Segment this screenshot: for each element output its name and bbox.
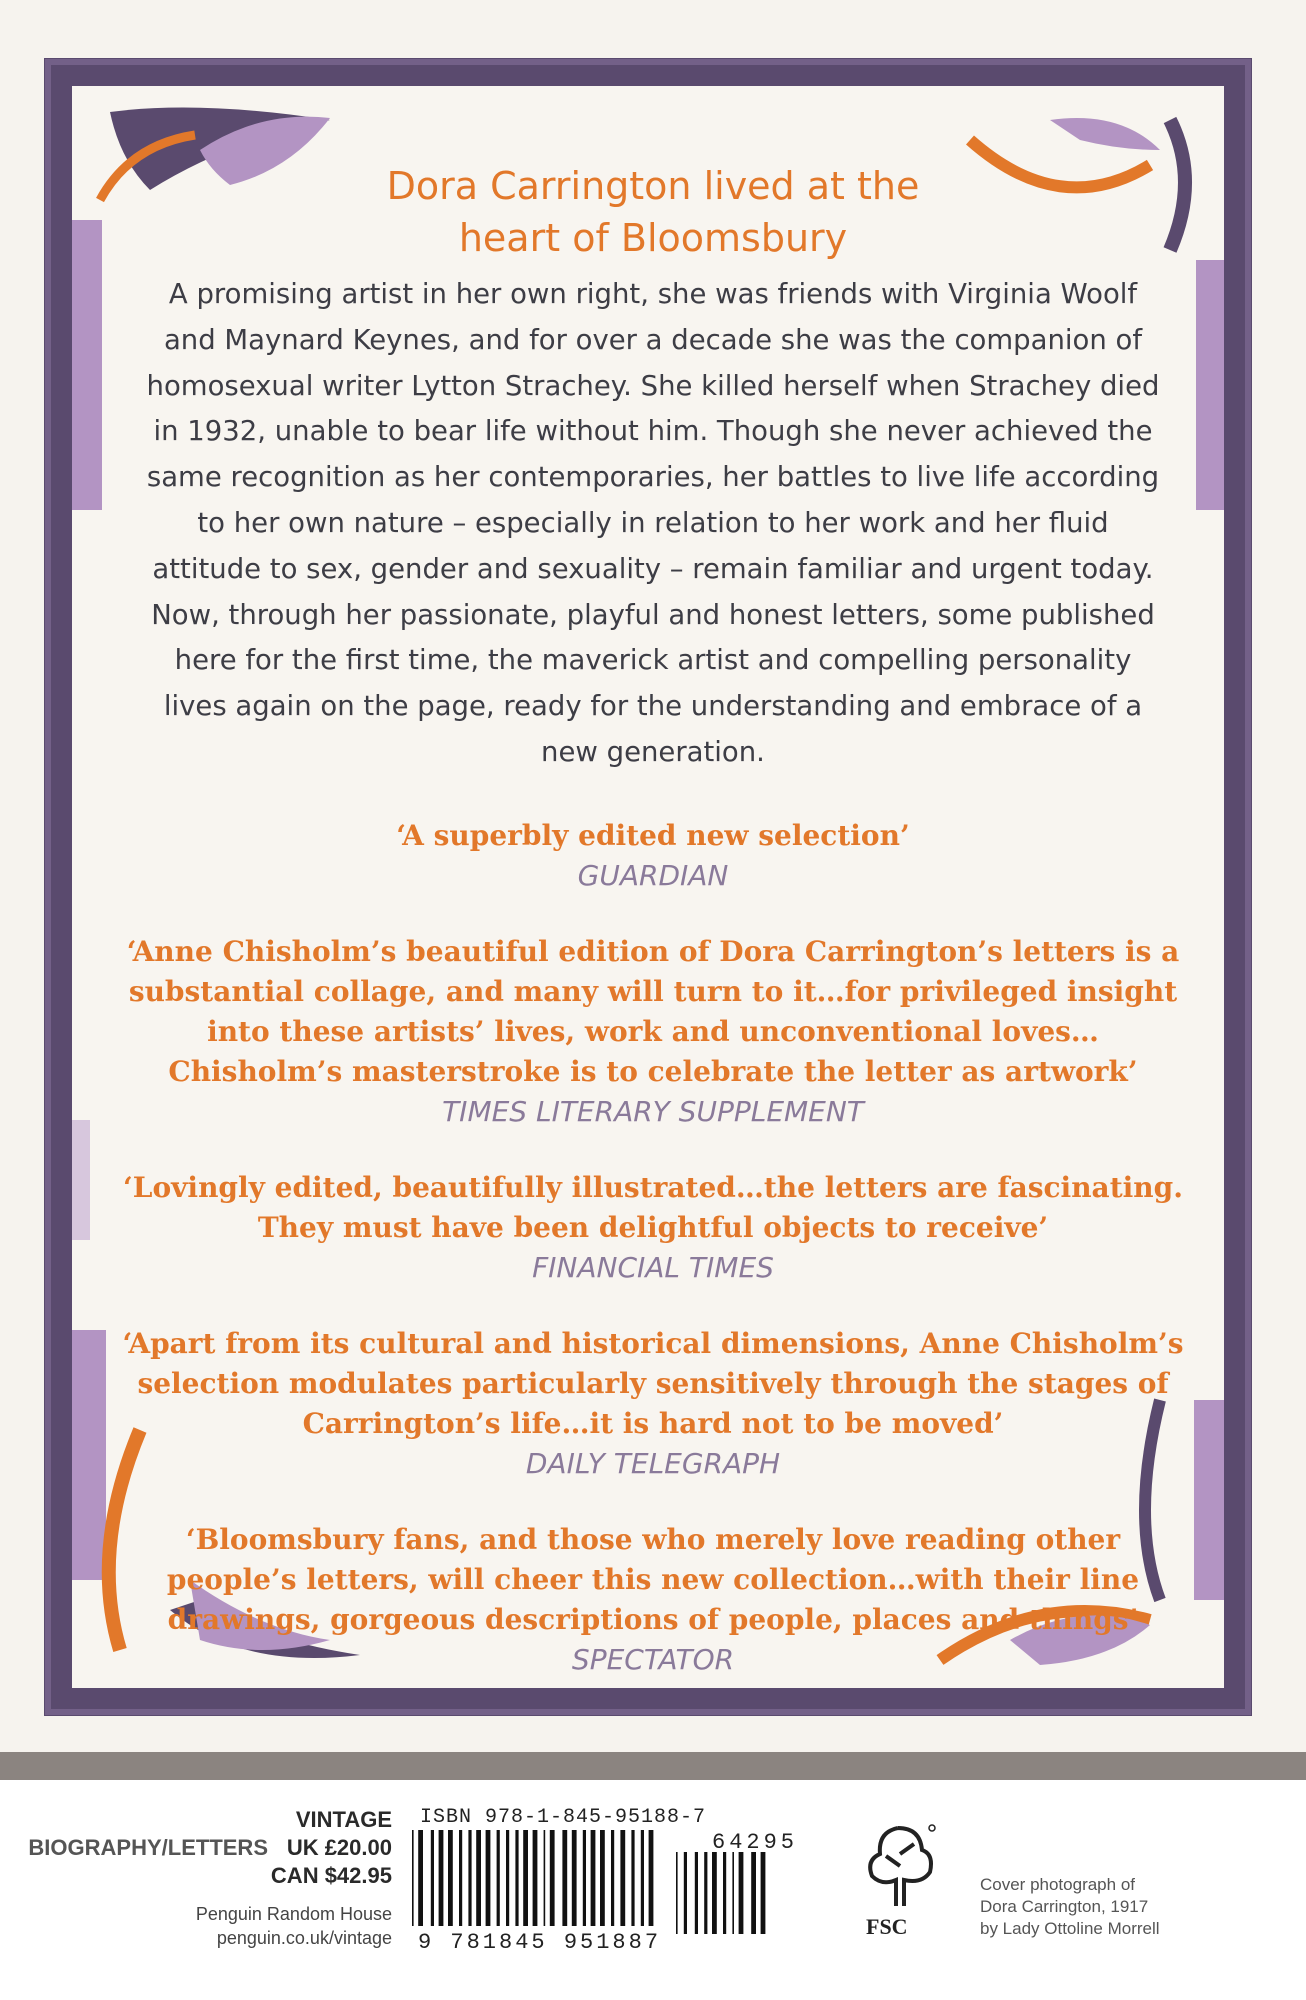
left-lower-lilac-block bbox=[72, 1330, 106, 1580]
review-quote: ‘Apart from its cultural and historical dimensions, Anne Chisholm’s selection modulates particularly sensitively through the stages of Carrington’s life…it is hard not to be moved’ bbox=[122, 1326, 1184, 1440]
barcode-bar bbox=[439, 1830, 444, 1926]
review-quote: ‘Bloomsbury fans, and those who merely love reading other people’s letters, will cheer this new collection…with their line drawings, gorgeous descriptions of people, places and things’ bbox=[166, 1522, 1140, 1636]
review-source: TIMES LITERARY SUPPLEMENT bbox=[442, 1094, 864, 1128]
barcode-bar bbox=[544, 1830, 546, 1926]
review-item bbox=[120, 932, 1186, 1132]
price-uk: UK £20.00 bbox=[286, 1835, 392, 1860]
review-quote: ‘Lovingly edited, beautifully illustrated…the letters are fascinating. They must have been delightful objects to receive’ bbox=[123, 1170, 1183, 1244]
barcode-bar bbox=[641, 1830, 644, 1926]
credit-line: Cover photograph of bbox=[980, 1875, 1135, 1894]
review-item bbox=[120, 1324, 1186, 1484]
price-block bbox=[28, 1806, 392, 1890]
barcode-bar bbox=[497, 1830, 500, 1926]
barcode-bar bbox=[583, 1830, 586, 1926]
barcode-bar bbox=[418, 1830, 423, 1926]
barcode-bar bbox=[486, 1830, 491, 1926]
genre-label: BIOGRAPHY/LETTERS bbox=[28, 1835, 268, 1860]
credit-line: by Lady Ottoline Morrell bbox=[980, 1919, 1160, 1938]
barcode-bar bbox=[704, 1852, 707, 1934]
reviews-list bbox=[120, 816, 1186, 1680]
barcode-bar bbox=[431, 1830, 434, 1926]
headline-line-2: heart of Bloomsbury bbox=[458, 216, 848, 260]
right-lower-lilac-block bbox=[1194, 1400, 1224, 1600]
barcode-bar bbox=[631, 1830, 634, 1926]
credit-line: Dora Carrington, 1917 bbox=[980, 1897, 1149, 1916]
review-item bbox=[120, 1168, 1186, 1288]
barcode-bar bbox=[695, 1852, 698, 1934]
review-quote: ‘Anne Chisholm’s beautiful edition of Dora Carrington’s letters is a substantial collage, and many will turn to it…for privileged insight into these artists’ lives, work and unconventional loves… Chisholm’s masterstroke is to celebrate the letter as artwork’ bbox=[126, 934, 1180, 1088]
review-source: FINANCIAL TIMES bbox=[532, 1250, 774, 1284]
barcode-bar bbox=[620, 1830, 625, 1926]
review-item bbox=[120, 1520, 1186, 1680]
review-source: GUARDIAN bbox=[577, 858, 729, 892]
blurb-text: A promising artist in her own right, she was friends with Virginia Woolf and Maynard Keynes, and for over a decade she was the companion of homosexual writer Lytton Strachey. She killed herself when Strachey died in 1932, unable to bear life without him. Though she never achieved the same recognition as her contemporaries, her battles to live life according to her own nature – especially in relation to her work and her fluid attitude to sex, gender and sexuality – remain familiar and urgent today. Now, through her passionate, playful and honest letters, some published here for the first time, the maverick artist and compelling personality lives again on the page, ready for the understanding and embrace of a new generation. bbox=[146, 278, 1160, 768]
grey-divider-strip bbox=[0, 1752, 1306, 1780]
isbn-label: ISBN 978-1-845-95188-7 bbox=[420, 1806, 707, 1829]
barcode-bar bbox=[591, 1830, 596, 1926]
headline-line-1: Dora Carrington lived at the bbox=[386, 164, 920, 208]
imprint-name: VINTAGE bbox=[295, 1807, 392, 1832]
left-lilac-block bbox=[72, 220, 102, 510]
publisher-name: Penguin Random House bbox=[195, 1904, 392, 1924]
price-can: CAN $42.95 bbox=[270, 1863, 392, 1888]
review-quote: ‘A superbly edited new selection’ bbox=[396, 818, 910, 852]
headline bbox=[120, 160, 1186, 264]
barcode-bar bbox=[712, 1852, 717, 1934]
back-cover-content bbox=[120, 160, 1186, 1716]
barcode-bar bbox=[739, 1852, 744, 1934]
barcode-bar bbox=[600, 1830, 605, 1926]
barcode-bar bbox=[506, 1830, 509, 1926]
fsc-label: FSC bbox=[866, 1914, 908, 1939]
barcode-bar bbox=[761, 1852, 766, 1934]
barcode-bar bbox=[476, 1830, 481, 1926]
barcode-bar bbox=[723, 1852, 726, 1934]
barcode-bar bbox=[572, 1830, 577, 1926]
addon-digits: 64295 bbox=[712, 1830, 799, 1855]
isbn-digits: 9 781845 951887 bbox=[418, 1930, 662, 1955]
barcode-bar bbox=[448, 1830, 453, 1926]
barcode-bar bbox=[515, 1830, 518, 1926]
barcode-bar bbox=[684, 1852, 687, 1934]
barcode-bar bbox=[523, 1830, 528, 1926]
cover-credit bbox=[980, 1874, 1160, 1940]
footer-bar bbox=[0, 1780, 1306, 2000]
review-source: DAILY TELEGRAPH bbox=[525, 1446, 781, 1480]
barcode-bar bbox=[562, 1830, 567, 1926]
barcode-bar bbox=[468, 1830, 471, 1926]
review-source: SPECTATOR bbox=[571, 1642, 735, 1676]
publisher-block bbox=[196, 1902, 392, 1950]
barcode-bar bbox=[611, 1830, 614, 1926]
barcode-bar bbox=[533, 1830, 538, 1926]
barcode-bar bbox=[751, 1852, 756, 1934]
barcode-bar bbox=[676, 1852, 678, 1934]
barcode-bar bbox=[550, 1830, 555, 1926]
barcode-bar bbox=[732, 1852, 734, 1934]
barcode-bar bbox=[649, 1830, 654, 1926]
review-item bbox=[120, 816, 1186, 896]
publisher-website: penguin.co.uk/vintage bbox=[216, 1928, 392, 1948]
fsc-tree-icon bbox=[860, 1820, 940, 1912]
right-lilac-block bbox=[1196, 260, 1224, 510]
barcode-bar bbox=[459, 1830, 462, 1926]
barcode-bar bbox=[412, 1830, 414, 1926]
